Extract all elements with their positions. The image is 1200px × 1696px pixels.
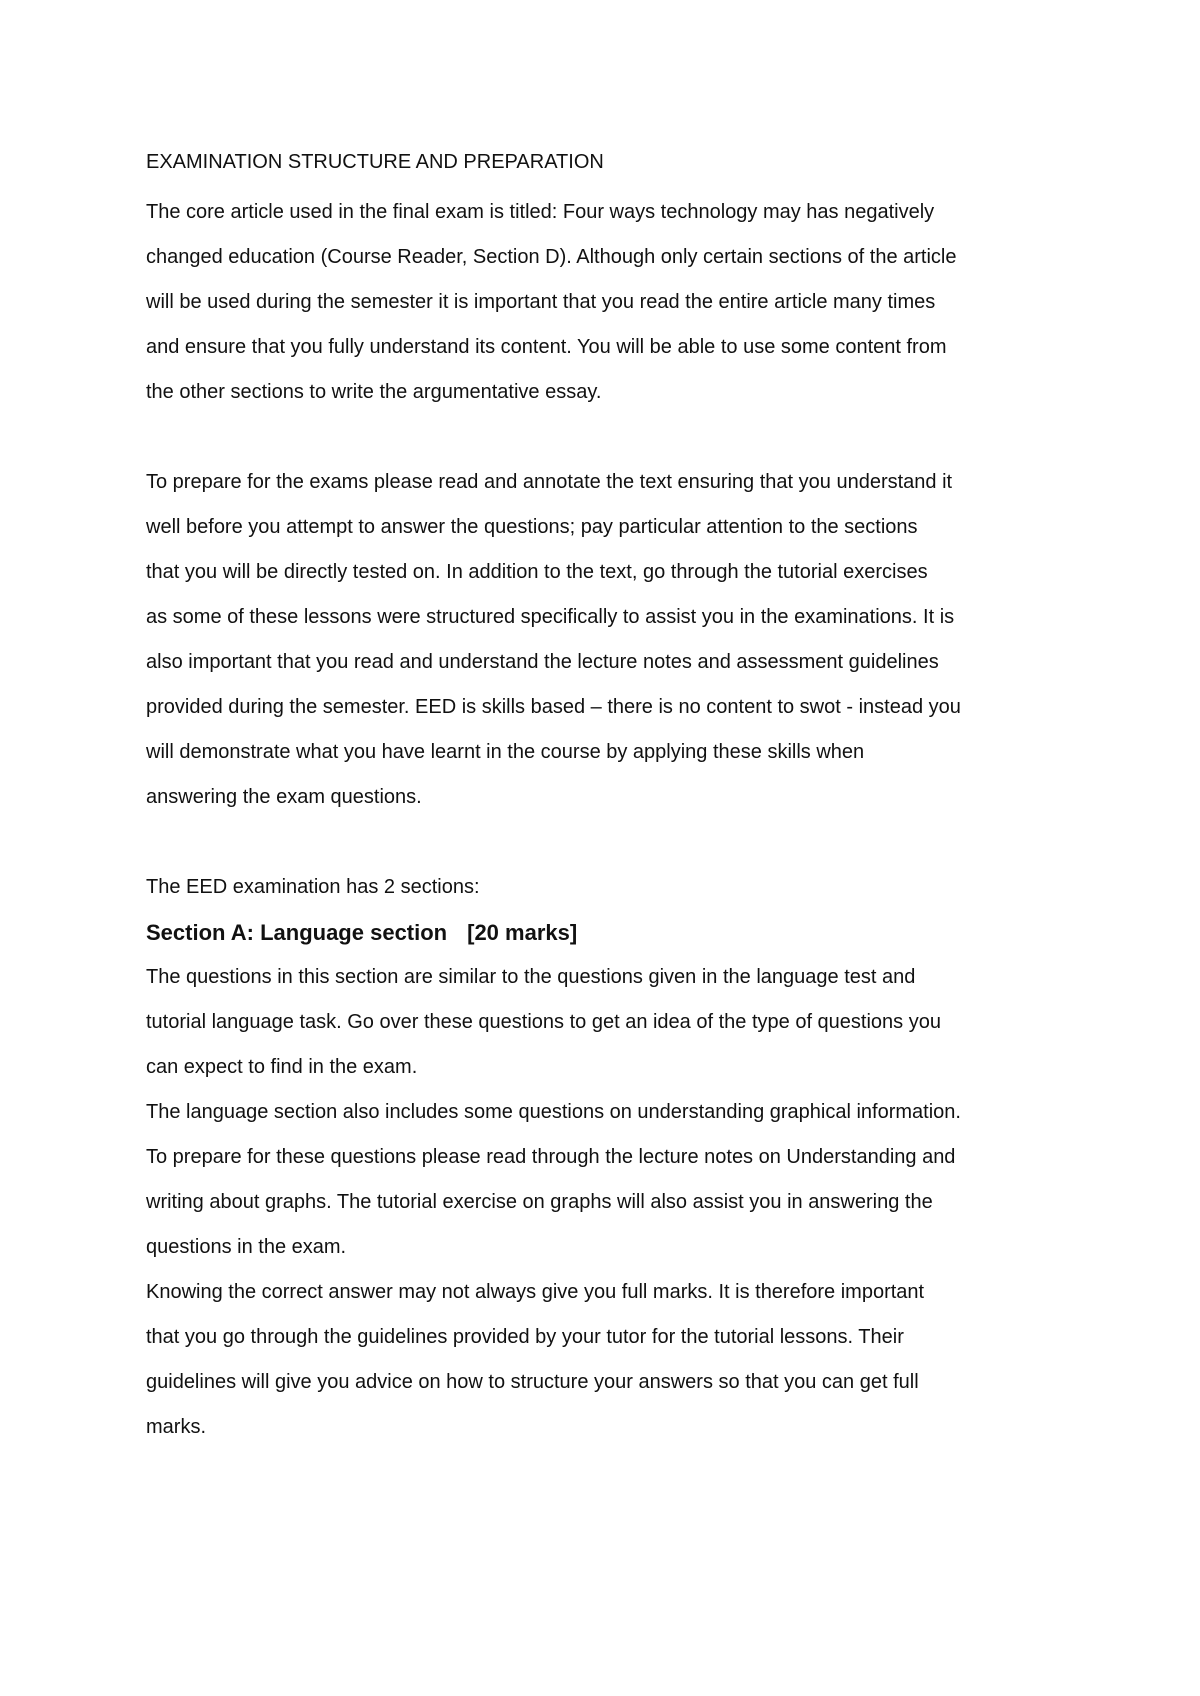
text-line: will demonstrate what you have learnt in the course by applying these skills when bbox=[146, 741, 865, 763]
text-line: provided during the semester. EED is skills based – there is no content to swot - instead you bbox=[146, 696, 961, 718]
text-line: questions in the exam. bbox=[146, 1236, 347, 1258]
paragraph-core-article bbox=[146, 190, 1076, 415]
spacer bbox=[146, 820, 1076, 865]
text-line: will be used during the semester it is important that you read the entire article many times bbox=[146, 291, 936, 313]
text-line: answering the exam questions. bbox=[146, 786, 422, 808]
text-line: marks. bbox=[146, 1416, 206, 1438]
text-line: Knowing the correct answer may not always give you full marks. It is therefore important bbox=[146, 1281, 925, 1303]
paragraph-language-section bbox=[146, 955, 1076, 1450]
text-line: guidelines will give you advice on how to structure your answers so that you can get full bbox=[146, 1371, 919, 1393]
text-line: also important that you read and understand the lecture notes and assessment guidelines bbox=[146, 651, 939, 673]
text-line: changed education (Course Reader, Section D). Although only certain sections of the article bbox=[146, 246, 957, 268]
document-body bbox=[146, 140, 1076, 1450]
document-title: EXAMINATION STRUCTURE AND PREPARATION bbox=[146, 151, 604, 173]
text-line: that you go through the guidelines provided by your tutor for the tutorial lessons. Their bbox=[146, 1326, 904, 1348]
text-line: To prepare for these questions please read through the lecture notes on Understanding and bbox=[146, 1146, 956, 1168]
text-line: well before you attempt to answer the questions; pay particular attention to the sections bbox=[146, 516, 918, 538]
section-a-marks: [20 marks] bbox=[467, 920, 578, 945]
sections-intro: The EED examination has 2 sections: bbox=[146, 876, 480, 898]
section-a-title: Section A: Language section bbox=[146, 920, 448, 945]
text-line: The core article used in the final exam is titled: Four ways technology may has negatively bbox=[146, 201, 935, 223]
text-line: The language section also includes some questions on understanding graphical information. bbox=[146, 1101, 961, 1123]
text-line: the other sections to write the argumentative essay. bbox=[146, 381, 602, 403]
section-a-heading bbox=[146, 910, 1076, 955]
paragraph-exam-preparation bbox=[146, 460, 1076, 820]
text-line: and ensure that you fully understand its content. You will be able to use some content from bbox=[146, 336, 947, 358]
text-line: can expect to find in the exam. bbox=[146, 1056, 418, 1078]
text-line: To prepare for the exams please read and annotate the text ensuring that you understand it bbox=[146, 471, 953, 493]
text-line: as some of these lessons were structured specifically to assist you in the examinations. It is bbox=[146, 606, 955, 628]
text-line: that you will be directly tested on. In addition to the text, go through the tutorial exercises bbox=[146, 561, 928, 583]
spacer bbox=[146, 415, 1076, 460]
text-line: tutorial language task. Go over these questions to get an idea of the type of questions you bbox=[146, 1011, 941, 1033]
text-line: writing about graphs. The tutorial exercise on graphs will also assist you in answering the bbox=[146, 1191, 933, 1213]
text-line: The questions in this section are similar to the questions given in the language test and bbox=[146, 966, 916, 988]
